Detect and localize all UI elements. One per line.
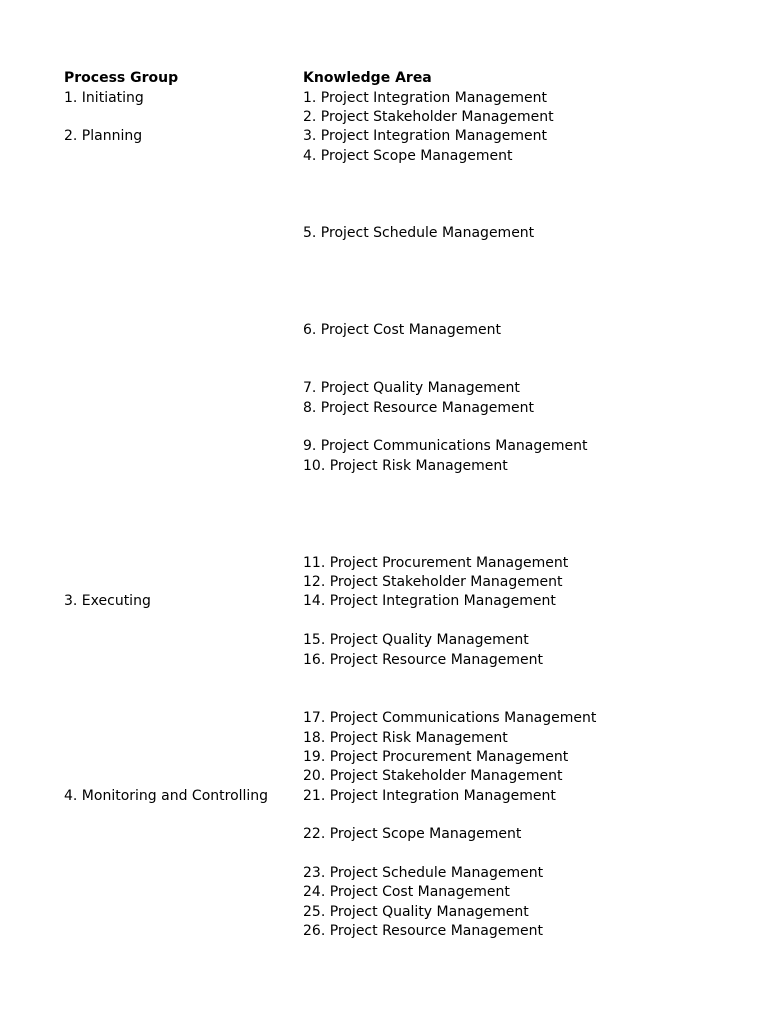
knowledge-area-item: 18. Project Risk Management [303, 730, 508, 746]
knowledge-area-item: 2. Project Stakeholder Management [303, 109, 554, 125]
knowledge-area-item: 26. Project Resource Management [303, 923, 543, 939]
process-group-header: Process Group [64, 70, 179, 86]
knowledge-area-header: Knowledge Area [303, 70, 432, 86]
knowledge-area-item: 24. Project Cost Management [303, 884, 510, 900]
knowledge-area-item: 22. Project Scope Management [303, 826, 522, 842]
knowledge-area-item: 16. Project Resource Management [303, 652, 543, 668]
knowledge-area-item: 20. Project Stakeholder Management [303, 768, 563, 784]
knowledge-area-item: 5. Project Schedule Management [303, 225, 535, 241]
process-group-item: 2. Planning [64, 128, 143, 144]
knowledge-area-item: 17. Project Communications Management [303, 710, 597, 726]
knowledge-area-item: 19. Project Procurement Management [303, 749, 569, 765]
knowledge-area-item: 7. Project Quality Management [303, 380, 520, 396]
process-group-item: 4. Monitoring and Controlling [64, 788, 269, 804]
knowledge-area-item: 3. Project Integration Management [303, 128, 547, 144]
knowledge-area-item: 23. Project Schedule Management [303, 865, 544, 881]
knowledge-area-item: 14. Project Integration Management [303, 593, 556, 609]
knowledge-area-item: 10. Project Risk Management [303, 458, 508, 474]
knowledge-area-item: 8. Project Resource Management [303, 400, 535, 416]
knowledge-area-item: 21. Project Integration Management [303, 788, 556, 804]
knowledge-area-item: 6. Project Cost Management [303, 322, 501, 338]
knowledge-area-item: 1. Project Integration Management [303, 90, 547, 106]
knowledge-area-item: 12. Project Stakeholder Management [303, 574, 563, 590]
process-group-item: 3. Executing [64, 593, 151, 609]
knowledge-area-item: 9. Project Communications Management [303, 438, 588, 454]
knowledge-area-item: 25. Project Quality Management [303, 904, 529, 920]
knowledge-area-item: 11. Project Procurement Management [303, 555, 569, 571]
knowledge-area-item: 4. Project Scope Management [303, 148, 513, 164]
knowledge-area-item: 15. Project Quality Management [303, 632, 529, 648]
process-group-item: 1. Initiating [64, 90, 144, 106]
